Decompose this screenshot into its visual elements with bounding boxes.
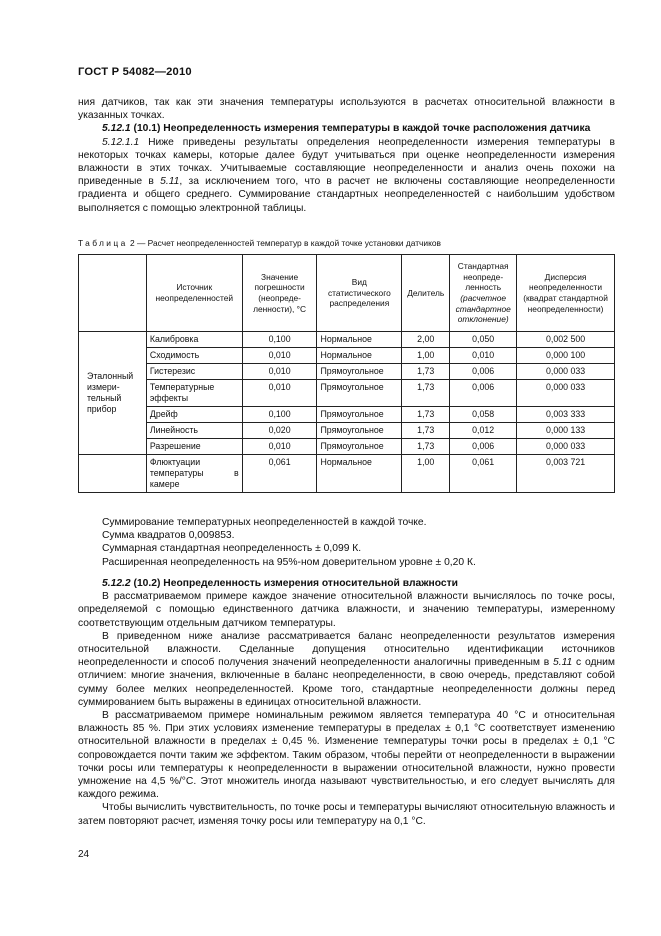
cell-variance: 0,000 133 (517, 423, 615, 439)
table-row-fluctuation (79, 455, 615, 493)
header-std-b: (расчетное стандартное отклонение) (455, 293, 511, 325)
cell-distribution: Прямоугольное (317, 439, 402, 455)
table-row (79, 423, 615, 439)
cell-divisor: 1,73 (402, 380, 450, 407)
uncertainty-table (78, 254, 615, 493)
section-5121-text-a: Ниже приведены результаты определения неопределенности измерения температуры в некоторых точках камеры, которые далее будут учитываться при оценке неопределенности измерения влажности в этих точках. Учитываемые составляющие неопределенности и анализ очень похожи на приведенные в (78, 136, 615, 188)
cell-source: Калибровка (146, 332, 242, 348)
section-5121-heading (78, 122, 615, 135)
page-number: 24 (78, 849, 90, 860)
cell-variance: 0,000 033 (517, 439, 615, 455)
cell-std: 0,012 (450, 423, 517, 439)
section-5121-text-b: , за исключением того, что в расчет не включены составляющие неопределенности градиента и общего среднего. Суммирование стандартных неопределенностей с наибольшим удобством выполняется с помощью электронной таблицы. (78, 176, 615, 214)
paragraph-2 (78, 630, 615, 709)
header-std-a: Стандартная неопреде-ленность (457, 261, 509, 293)
header-std-uncertainty (450, 255, 517, 332)
cell-value: 0,010 (242, 439, 317, 455)
cell-source: Сходимость (146, 348, 242, 364)
cell-divisor: 1,73 (402, 364, 450, 380)
cell-std: 0,006 (450, 364, 517, 380)
table-row (79, 380, 615, 407)
cell-value: 0,010 (242, 364, 317, 380)
table-row (79, 407, 615, 423)
cell-variance: 0,000 033 (517, 380, 615, 407)
paragraph-2-ref: 5.11 (552, 657, 573, 669)
cell-blank (79, 455, 147, 493)
section-5121-ref: (10.1) (133, 123, 161, 135)
section-5121-paragraph (78, 136, 615, 215)
section-5121-number: 5.12.1 (102, 123, 131, 135)
cell-std: 0,050 (450, 332, 517, 348)
cell-divisor: 2,00 (402, 332, 450, 348)
header-error: Значение погрешности (неопреде-ленности), °С (242, 255, 317, 332)
header-source: Источник неопределенностей (146, 255, 242, 332)
cell-std: 0,010 (450, 348, 517, 364)
cell-variance: 0,002 500 (517, 332, 615, 348)
cell-source: Линейность (146, 423, 242, 439)
cell-source: Разрешение (146, 439, 242, 455)
paragraph-2-a: В приведенном ниже анализе рассматривается баланс неопределенности результатов измерения относительной влажности. Сделанные допущения относительно идентификации источников неопределенности и способ получения значений неопределенности аналогичны приведенным в (78, 630, 615, 669)
cell-distribution: Нормальное (317, 332, 402, 348)
summary-line-4: Расширенная неопределенность на 95%-ном доверительном уровне ± 0,20 К. (102, 556, 476, 568)
table-row (79, 348, 615, 364)
cell-divisor: 1,00 (402, 455, 450, 493)
summary-block (78, 516, 615, 569)
cell-source: Дрейф (146, 407, 242, 423)
cell-divisor: 1,73 (402, 439, 450, 455)
header-distribution: Вид статистического распределения (317, 255, 402, 332)
table-caption-text: 2 — Расчет неопределенностей температур в каждой точке установки датчиков (129, 238, 441, 248)
header-blank (79, 255, 147, 332)
cell-source: Температурные эффекты (146, 380, 242, 407)
cell-variance: 0,003 333 (517, 407, 615, 423)
cell-divisor: 1,73 (402, 407, 450, 423)
cell-value: 0,100 (242, 407, 317, 423)
cell-value: 0,100 (242, 332, 317, 348)
table-row (79, 364, 615, 380)
section-5121-text-ref: 5.11 (160, 176, 180, 188)
summary-line-3: Суммарная стандартная неопределенность ± 0,099 К. (102, 543, 362, 555)
paragraph-2-b: с одним отличием: многие значения, включенные в баланс неопределенности, в свою очередь, представляют собой сумму более мелких неопределенностей. Кроме того, стандартные неопределенности должны перед суммированием быть выражены в единицах относительной влажности. (78, 657, 615, 708)
cell-std: 0,058 (450, 407, 517, 423)
section-5122-heading (78, 577, 615, 590)
table-row (79, 439, 615, 455)
group-label: Эталонный измери-тельный прибор (79, 332, 147, 455)
section-5122-ref: (10.2) (133, 578, 161, 589)
summary-line-2: Сумма квадратов 0,009853. (102, 530, 235, 542)
header-variance: Дисперсия неопределенности (квадрат стандартной неопределенности) (517, 255, 615, 332)
cell-variance: 0,003 721 (517, 455, 615, 493)
intro-continuation: ния датчиков, так как эти значения температуры используются в расчетах относительной влажности в указанных точках. (78, 97, 615, 122)
header-divisor: Делитель (402, 255, 450, 332)
cell-distribution: Прямоугольное (317, 380, 402, 407)
cell-variance: 0,000 033 (517, 364, 615, 380)
cell-distribution: Прямоугольное (317, 423, 402, 439)
cell-value: 0,061 (242, 455, 317, 493)
cell-distribution: Нормальное (317, 348, 402, 364)
cell-value: 0,020 (242, 423, 317, 439)
section-5122-number: 5.12.2 (102, 578, 131, 589)
paragraph-1: В рассматриваемом примере каждое значение относительной влажности вычислялось по точке росы, определяемой с помощью единственного датчика влажности, и значению температуры, измеренному соответствующим отдельным датчиком температуры. (78, 591, 615, 629)
cell-distribution: Нормальное (317, 455, 402, 493)
subsection-number: 5.12.1.1 (102, 136, 140, 148)
table-caption (78, 238, 441, 248)
cell-value: 0,010 (242, 380, 317, 407)
cell-variance: 0,000 100 (517, 348, 615, 364)
cell-std: 0,006 (450, 380, 517, 407)
cell-distribution: Прямоугольное (317, 407, 402, 423)
cell-std: 0,006 (450, 439, 517, 455)
paragraph-3: В рассматриваемом примере номинальным режимом является температура 40 °С и относительная влажность 85 %. При этих условиях изменение температуры в пределах ± 0,1 °С соответствует изменению относительной влажности в пределах ± 0,45 %. Изменение температуры точки росы в пределах ± 0,1 °С сопровождается почти таким же эффектом. Таким образом, чтобы перейти от неопределенности в выражении точки росы или температуры к неопределенности в выражении относительной влажности, нужно провести умножение на 4,5 %/°С. Этот множитель иногда называют чувствительностью, и его следует вычислять для каждого режима. (78, 710, 615, 801)
summary-line-1: Суммирование температурных неопределенностей в каждой точке. (102, 517, 427, 528)
cell-source: Гистерезис (146, 364, 242, 380)
cell-distribution: Прямоугольное (317, 364, 402, 380)
table-caption-word: Таблица (78, 238, 128, 248)
paragraph-4: Чтобы вычислить чувствительность, по точке росы и температуры вычисляют относительную влажность и затем повторяют расчет, изменяя точку росы или температуру на 0,1 °С. (78, 802, 615, 827)
cell-divisor: 1,73 (402, 423, 450, 439)
section-5122-title: Неопределенность измерения относительной влажности (163, 578, 458, 589)
table-header-row (79, 255, 615, 332)
cell-std: 0,061 (450, 455, 517, 493)
document-header: ГОСТ Р 54082—2010 (78, 66, 192, 78)
section-5121-title: Неопределенность измерения температуры в каждой точке расположения датчика (163, 123, 591, 135)
intro-block (78, 96, 615, 215)
table-row (79, 332, 615, 348)
cell-source: Флюктуации температуры в камере (146, 455, 242, 493)
cell-value: 0,010 (242, 348, 317, 364)
cell-divisor: 1,00 (402, 348, 450, 364)
section-5122-block (78, 577, 615, 828)
